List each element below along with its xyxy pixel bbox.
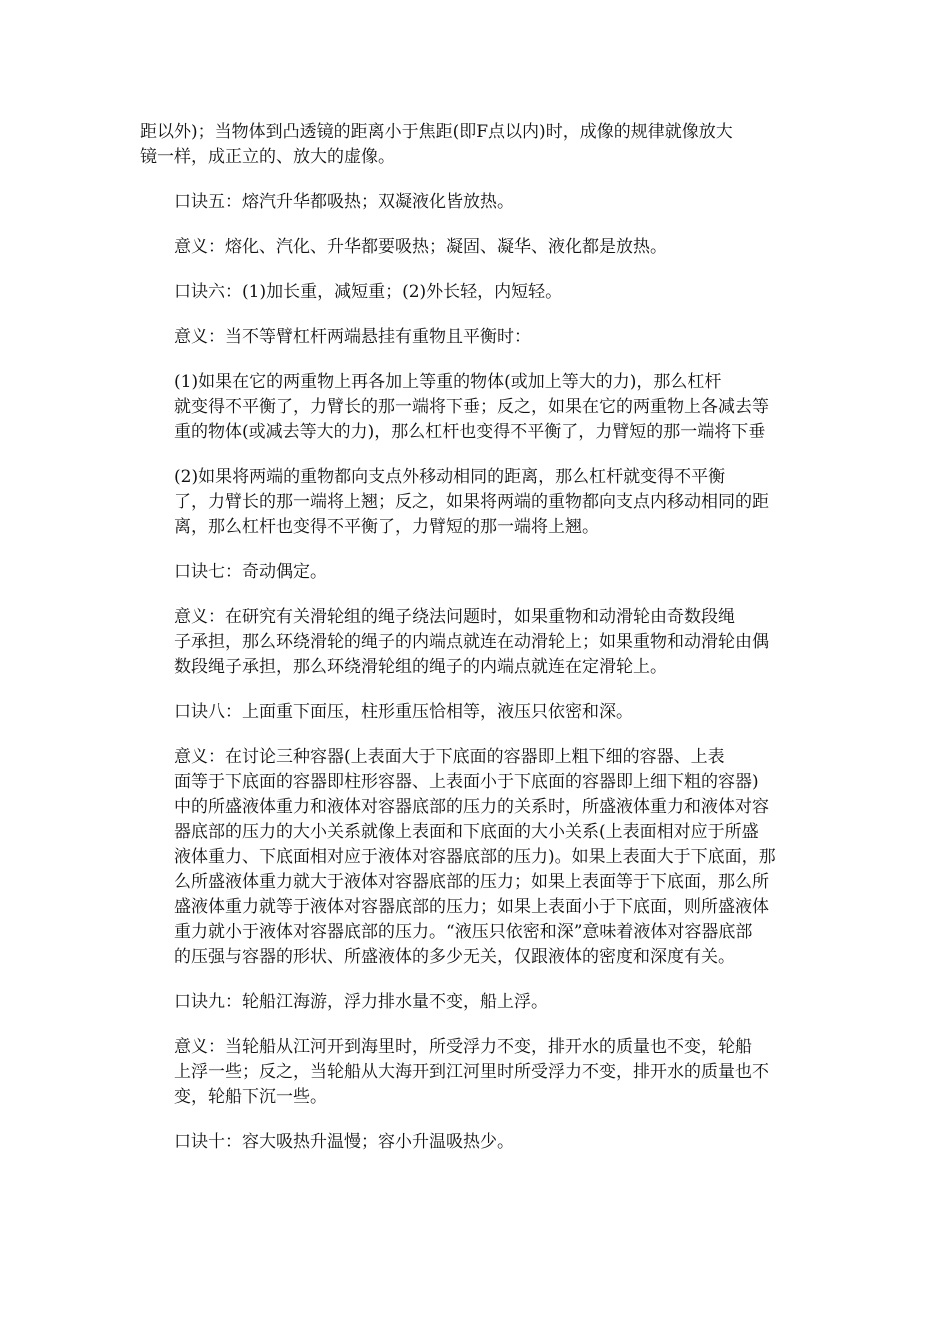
text-line: (2)如果将两端的重物都向支点外移动相同的距离，那么杠杆就变得不平衡 (174, 467, 726, 487)
text-line: 中的所盛液体重力和液体对容器底部的压力的关系时，所盛液体重力和液体对容 (174, 797, 769, 817)
text-line: 盛液体重力就等于液体对容器底部的压力；如果上表面小于下底面，则所盛液体 (174, 897, 769, 917)
paragraph (140, 280, 810, 305)
paragraph (140, 1130, 810, 1155)
text-line: 意义：当轮船从江河开到海里时，所受浮力不变，排开水的质量也不变，轮船 (174, 1037, 752, 1057)
text-line: 口诀九：轮船江海游，浮力排水量不变，船上浮。 (174, 992, 548, 1012)
paragraph (140, 605, 810, 680)
text-line: 面等于下底面的容器即柱形容器、上表面小于下底面的容器即上细下粗的容器) (174, 772, 759, 792)
paragraph (140, 1035, 810, 1110)
text-line: 口诀五：熔汽升华都吸热；双凝液化皆放热。 (174, 192, 514, 212)
text-line: 口诀八：上面重下面压，柱形重压恰相等，液压只依密和深。 (174, 702, 633, 722)
paragraph (140, 700, 810, 725)
text-line: 变，轮船下沉一些。 (174, 1087, 327, 1107)
text-line: 了，力臂长的那一端将上翘；反之，如果将两端的重物都向支点内移动相同的距 (174, 492, 769, 512)
paragraph (140, 560, 810, 585)
paragraph (140, 190, 810, 215)
text-line: 意义：在研究有关滑轮组的绳子绕法问题时，如果重物和动滑轮由奇数段绳 (174, 607, 735, 627)
text-line: 意义：当不等臂杠杆两端悬挂有重物且平衡时： (174, 327, 531, 347)
text-line: 口诀七：奇动偶定。 (174, 562, 327, 582)
text-line: 意义：在讨论三种容器(上表面大于下底面的容器即上粗下细的容器、上表 (174, 747, 725, 767)
text-line: 么所盛液体重力就大于液体对容器底部的压力；如果上表面等于下底面，那么所 (174, 872, 769, 892)
text-line: 上浮一些；反之，当轮船从大海开到江河里时所受浮力不变，排开水的质量也不 (174, 1062, 769, 1082)
text-line: 子承担，那么环绕滑轮的绳子的内端点就连在动滑轮上；如果重物和动滑轮由偶 (174, 632, 769, 652)
paragraph (140, 465, 810, 540)
text-line: 距以外)；当物体到凸透镜的距离小于焦距(即F点以内)时，成像的规律就像放大 (140, 122, 733, 142)
paragraph (140, 235, 810, 260)
text-line: (1)如果在它的两重物上再各加上等重的物体(或加上等大的力)，那么杠杆 (174, 372, 722, 392)
text-line: 就变得不平衡了，力臂长的那一端将下垂；反之，如果在它的两重物上各减去等 (174, 397, 769, 417)
text-line: 数段绳子承担，那么环绕滑轮组的绳子的内端点就连在定滑轮上。 (174, 657, 667, 677)
text-line: 镜一样，成正立的、放大的虚像。 (140, 147, 395, 167)
text-line: 液体重力、下底面相对应于液体对容器底部的压力)。如果上表面大于下底面，那 (174, 847, 776, 867)
text-line: 的压强与容器的形状、所盛液体的多少无关，仅跟液体的密度和深度有关。 (174, 947, 735, 967)
text-line: 意义：熔化、汽化、升华都要吸热；凝固、凝华、液化都是放热。 (174, 237, 667, 257)
text-line: 口诀六：(1)加长重，减短重；(2)外长轻，内短轻。 (174, 282, 563, 302)
paragraph (140, 745, 810, 970)
text-line: 离，那么杠杆也变得不平衡了，力臂短的那一端将上翘。 (174, 517, 599, 537)
text-line: 重的物体(或减去等大的力)，那么杠杆也变得不平衡了，力臂短的那一端将下垂 (174, 422, 766, 442)
text-line: 重力就小于液体对容器底部的压力。“液压只依密和深”意味着液体对容器底部 (174, 922, 753, 942)
paragraph (140, 370, 810, 445)
paragraph (140, 120, 810, 170)
text-line: 口诀十：容大吸热升温慢；容小升温吸热少。 (174, 1132, 514, 1152)
paragraph (140, 325, 810, 350)
paragraph (140, 990, 810, 1015)
document-page (140, 120, 810, 1175)
text-line: 器底部的压力的大小关系就像上表面和下底面的大小关系(上表面相对应于所盛 (174, 822, 759, 842)
